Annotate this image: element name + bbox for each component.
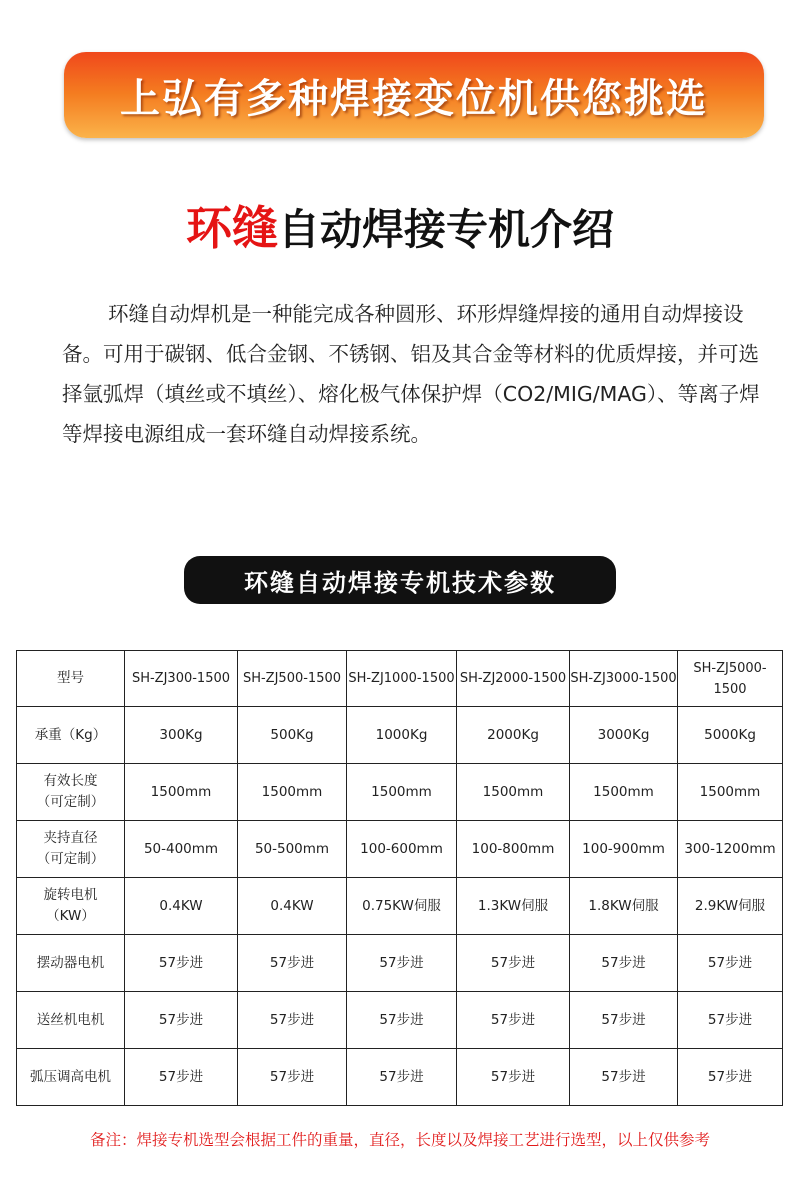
table-cell: 100-800mm: [457, 821, 570, 878]
table-cell: 57步进: [678, 992, 783, 1049]
table-cell: 57步进: [570, 1049, 678, 1106]
table-cell: 100-900mm: [570, 821, 678, 878]
row-label-sub: （KW）: [46, 908, 95, 924]
table-cell: 57步进: [457, 935, 570, 992]
table-cell: 500Kg: [238, 707, 347, 764]
table-cell: 57步进: [457, 1049, 570, 1106]
table-cell: 1.8KW伺服: [570, 878, 678, 935]
row-label: 型号: [17, 651, 125, 707]
title-rest: 自动焊接专机介绍: [277, 205, 614, 254]
table-cell: 57步进: [570, 992, 678, 1049]
table-cell: 0.4KW: [238, 878, 347, 935]
intro-paragraph: 环缝自动焊机是一种能完成各种圆形、环形焊缝焊接的通用自动焊接设备。可用于碳钢、低合金钢、不锈钢、铝及其合金等材料的优质焊接，并可选择氩弧焊（填丝或不填丝）、熔化极气体保护焊（CO2/MIG/MAG）、等离子焊等焊接电源组成一套环缝自动焊接系统。: [62, 302, 760, 446]
model-cell: SH-ZJ3000-1500: [570, 651, 678, 707]
specs-heading-text: 环缝自动焊接专机技术参数: [244, 568, 556, 597]
table-cell: 2.9KW伺服: [678, 878, 783, 935]
table-cell: 1500mm: [570, 764, 678, 821]
row-label: [17, 992, 125, 1049]
title-highlight: 环缝: [185, 201, 278, 255]
table-cell: 57步进: [347, 992, 457, 1049]
banner-text: 上弘有多种焊接变位机供您挑选: [120, 75, 708, 122]
row-label-main: 送丝机电机: [36, 1011, 105, 1028]
table-cell: 57步进: [125, 935, 238, 992]
table-row: [17, 992, 783, 1049]
table-row: [17, 764, 783, 821]
table-cell: 57步进: [125, 1049, 238, 1106]
row-label-main: 承重（Kg）: [34, 726, 107, 743]
model-cell: SH-ZJ300-1500: [125, 651, 238, 707]
model-cell: SH-ZJ2000-1500: [457, 651, 570, 707]
row-label-main: 旋转电机: [43, 887, 98, 903]
row-label: [17, 821, 125, 878]
row-label: [17, 764, 125, 821]
table-cell: 1500mm: [125, 764, 238, 821]
row-label: [17, 935, 125, 992]
table-row: [17, 707, 783, 764]
table-cell: 57步进: [238, 1049, 347, 1106]
row-label-main: 弧压调高电机: [30, 1068, 111, 1085]
table-cell: 1.3KW伺服: [457, 878, 570, 935]
table-row: [17, 1049, 783, 1106]
model-cell: SH-ZJ1000-1500: [347, 651, 457, 707]
table-cell: 57步进: [678, 1049, 783, 1106]
promo-banner: [64, 52, 764, 138]
table-cell: 1500mm: [238, 764, 347, 821]
row-label-sub: （可定制）: [36, 851, 105, 867]
table-cell: 57步进: [678, 935, 783, 992]
table-cell: 5000Kg: [678, 707, 783, 764]
table-cell: 300-1200mm: [678, 821, 783, 878]
row-label: [17, 878, 125, 935]
row-label-main: 摆动器电机: [36, 954, 105, 971]
model-cell: SH-ZJ500-1500: [238, 651, 347, 707]
specs-heading: [184, 556, 616, 604]
table-cell: 100-600mm: [347, 821, 457, 878]
table-cell: 57步进: [347, 1049, 457, 1106]
row-label-sub: （可定制）: [36, 794, 105, 810]
table-cell: 57步进: [570, 935, 678, 992]
spec-table: [16, 650, 783, 1106]
row-label: [17, 707, 125, 764]
table-cell: 57步进: [347, 935, 457, 992]
table-cell: 1500mm: [457, 764, 570, 821]
table-row: [17, 935, 783, 992]
table-cell: 57步进: [125, 992, 238, 1049]
table-cell: 1500mm: [347, 764, 457, 821]
table-cell: 300Kg: [125, 707, 238, 764]
table-cell: 2000Kg: [457, 707, 570, 764]
footnote: 备注：焊接专机选型会根据工件的重量，直径，长度以及焊接工艺进行选型，以上仅供参考: [89, 1131, 710, 1149]
table-row: [17, 878, 783, 935]
table-row: [17, 821, 783, 878]
table-cell: 0.75KW伺服: [347, 878, 457, 935]
model-cell: SH-ZJ5000-1500: [678, 651, 783, 707]
table-cell: 1000Kg: [347, 707, 457, 764]
table-cell: 50-500mm: [238, 821, 347, 878]
table-cell: 0.4KW: [125, 878, 238, 935]
table-cell: 50-400mm: [125, 821, 238, 878]
page-title: [0, 192, 800, 258]
row-label: [17, 1049, 125, 1106]
table-cell: 57步进: [457, 992, 570, 1049]
table-row-model: [17, 651, 783, 707]
table-cell: 57步进: [238, 992, 347, 1049]
row-label-main: 有效长度: [43, 773, 98, 789]
table-cell: 57步进: [238, 935, 347, 992]
table-cell: 1500mm: [678, 764, 783, 821]
row-label-main: 夹持直径: [43, 830, 98, 846]
table-cell: 3000Kg: [570, 707, 678, 764]
